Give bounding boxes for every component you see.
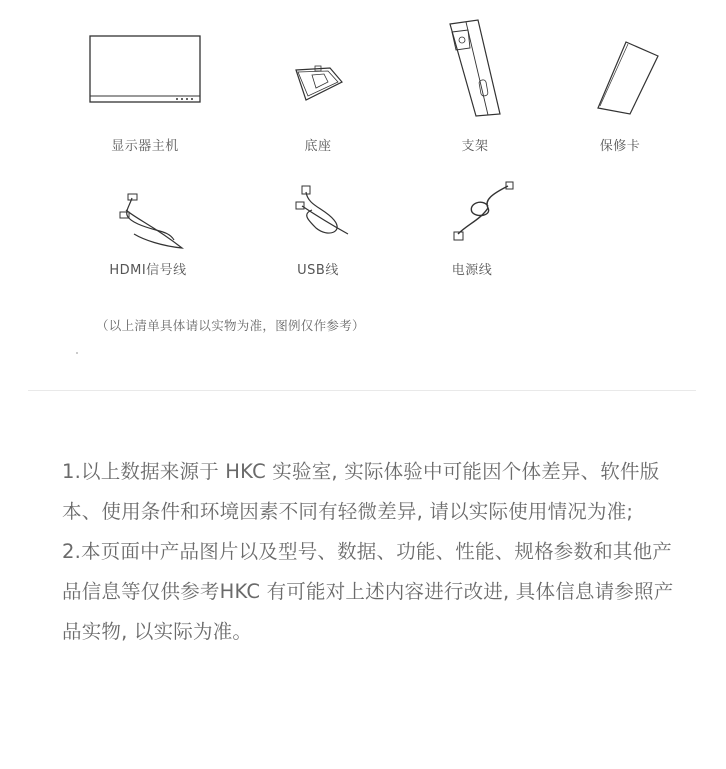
section-divider [28,390,696,391]
stand-icon [430,18,520,118]
item-label: HDMI信号线 [109,263,187,278]
package-item-base [248,30,388,160]
item-label: USB线 [297,263,339,278]
package-item-warranty-card [550,36,690,160]
item-label: 保修卡 [599,139,641,154]
disclaimer-line-2: 2.本页面中产品图片以及型号、数据、功能、性能、规格参数和其他产品信息等仅供参考HKC 有可能对上述内容进行改进, 具体信息请参照产品实物, 以实际为准。 [62,540,674,643]
disclaimer [62,452,682,652]
item-label: 支架 [461,139,489,154]
base-icon [268,30,368,110]
monitor-icon [85,30,205,110]
item-label: 显示器主机 [111,139,179,154]
disclaimer-line-1: 1.以上数据来源于 HKC 实验室, 实际体验中可能因个体差异、软件版本、使用条件和环境因素不同有轻微差异, 请以实际使用情况为准; [62,460,660,523]
item-label: 电源线 [451,263,493,278]
package-item-monitor [75,30,215,160]
hdmi-cable-icon [98,190,198,254]
usb-cable-icon [268,180,368,246]
power-cable-icon [422,178,522,250]
warranty-card-icon [570,36,670,116]
package-note: （以上清单具体请以实物为准，图例仅作参考） [96,318,365,333]
item-label: 底座 [304,139,332,154]
package-item-stand [405,18,545,160]
decorative-dot [76,352,78,354]
package-item-hdmi-cable [78,190,218,280]
package-item-power-cable [402,178,542,280]
package-item-usb-cable [248,180,388,280]
